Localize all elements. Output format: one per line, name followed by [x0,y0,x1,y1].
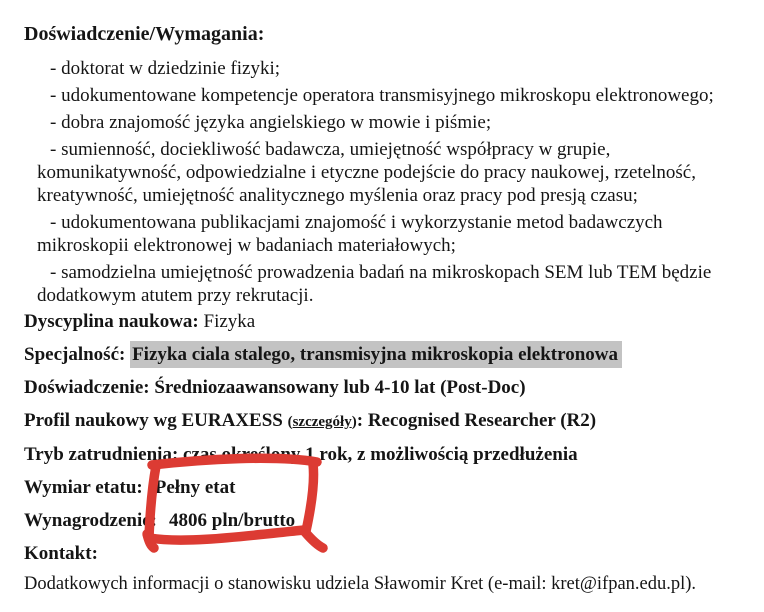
specialty-value-highlighted: Fizyka ciala stalego, transmisyjna mikroskopia elektronowa [130,341,622,368]
close-paren: ) [351,414,357,430]
contact-info-line: Dodatkowych informacji o stanowisku udziela Sławomir Kret (e-mail: kret@ifpan.edu.pl). [24,574,697,594]
open-paren: ( [287,414,293,430]
details-link-wrapper [288,414,357,430]
contact-heading: Kontakt: [24,543,98,564]
requirement-bullet: - udokumentowane kompetencje operatora transmisyjnego mikroskopu elektronowego; [50,85,714,106]
specialty-label: Specjalność: [24,344,126,365]
field-row-discipline [24,311,744,333]
discipline-value: Fizyka [203,311,256,332]
fte-label: Wymiar etatu: [24,477,143,498]
experience-label: Doświadczenie: [24,377,150,398]
requirement-bullet: - doktorat w dziedzinie fizyki; [50,58,281,79]
field-row-salary [24,510,744,532]
field-row-profile [24,410,744,433]
employment-label: Tryb zatrudnienia: [24,444,179,465]
salary-value: 4806 pln/brutto [169,510,296,531]
experience-value: Średniozaawansowany lub 4-10 lat (Post-Doc) [154,377,526,398]
profile-separator: : [356,410,364,431]
field-row-specialty [24,344,744,366]
requirements-heading: Doświadczenie/Wymagania: [24,23,265,45]
profile-value: Recognised Researcher (R2) [367,410,597,431]
field-row-employment [24,444,744,466]
fte-value: Pełny etat [154,477,236,498]
field-row-fte [24,477,744,499]
requirement-bullet: - udokumentowana publikacjami znajomość i wykorzystanie metod badawczych mikroskopii elektronowej w badaniach materiałowych; [37,212,663,256]
requirement-bullet: - samodzielna umiejętność prowadzenia badań na mikroskopach SEM lub TEM będzie dodatkowym atutem przy rekrutacji. [37,262,712,306]
requirement-bullet: - dobra znajomość języka angielskiego w mowie i piśmie; [50,112,492,133]
profile-label: Profil naukowy wg EURAXESS [24,410,283,431]
salary-label: Wynagrodzenie: [24,510,157,531]
employment-value: czas określony 1 rok, z możliwością przedłużenia [183,444,578,465]
details-link[interactable]: szczegóły [292,414,352,430]
requirements-list [24,57,744,307]
field-row-experience [24,377,744,399]
requirement-bullet: - sumienność, dociekliwość badawcza, umiejętność współpracy w grupie, komunikatywność, odpowiedzialne i etyczne podejście do pracy naukowej, rzetelność, kreatywność, umiejętność analitycznego myślenia oraz pracy pod presją czasu; [37,139,696,206]
discipline-label: Dyscyplina naukowa: [24,311,199,332]
